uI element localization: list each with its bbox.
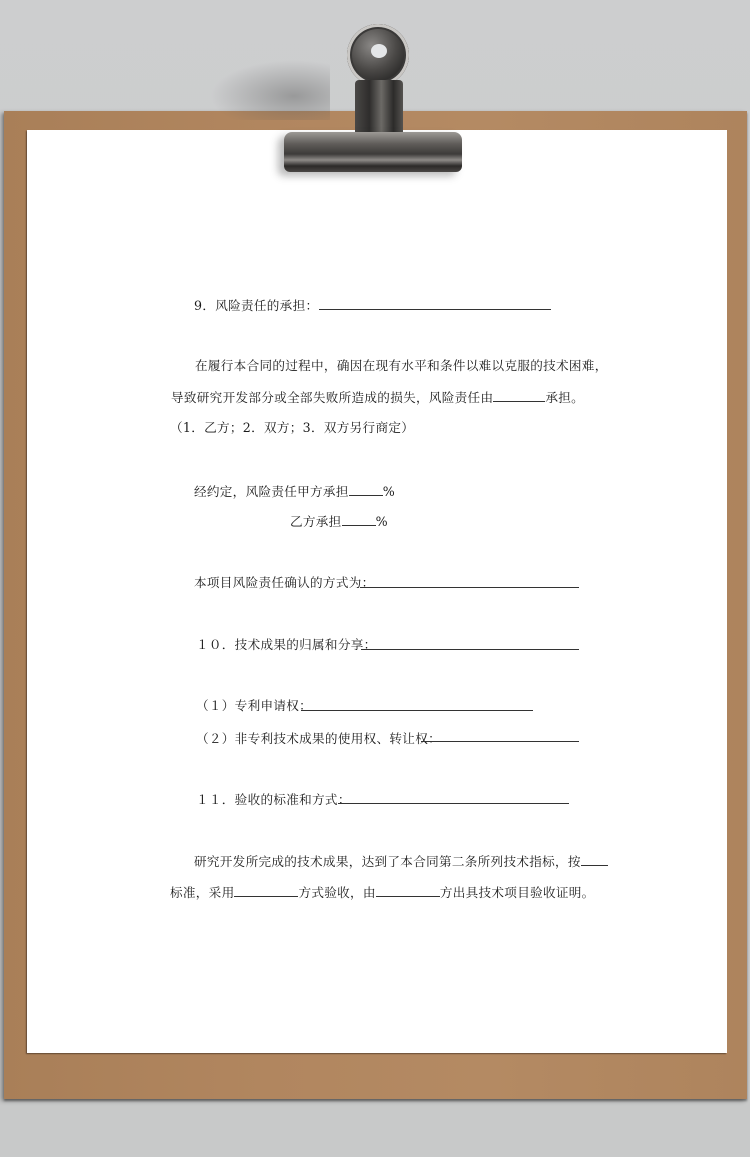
section-11-para-line-1 xyxy=(194,853,608,870)
risk-share-party-b xyxy=(290,513,388,530)
section-11-para-line-2 xyxy=(170,884,595,901)
section-9-para-line-2-text: 导致研究开发部分或全部失败所造成的损失，风险责任由 xyxy=(171,390,494,405)
acceptance-method-blank[interactable] xyxy=(234,884,298,897)
standard-blank[interactable] xyxy=(581,853,608,866)
section-11-blank[interactable] xyxy=(338,803,569,804)
risk-party-blank[interactable] xyxy=(493,389,545,402)
section-11-para-line-2-b: 方式验收，由 xyxy=(298,885,376,900)
section-10-heading: １０．技术成果的归属和分享： xyxy=(196,637,377,652)
section-11-para-line-2-c: 方出具技术项目验收证明。 xyxy=(439,885,595,900)
section-9-blank[interactable] xyxy=(319,309,551,310)
section-9-para-line-1: 在履行本合同的过程中，确因在现有水平和条件以难以克服的技术困难， xyxy=(195,358,608,373)
certifying-party-blank[interactable] xyxy=(376,884,440,897)
section-9-options: （1．乙方；2．双方；3．双方另行商定） xyxy=(170,420,415,435)
risk-share-party-a-label: 经约定，风险责任甲方承担 xyxy=(194,484,349,499)
percent-sign: % xyxy=(382,484,396,499)
section-9-para-line-2-suffix: 承担。 xyxy=(545,390,585,405)
section-11-para-line-2-a: 标准，采用 xyxy=(170,885,235,900)
section-9-heading-text: 9．风险责任的承担： xyxy=(194,298,319,313)
patent-application-right-blank[interactable] xyxy=(301,710,533,711)
clip-neck xyxy=(355,80,403,138)
clip-ring xyxy=(347,24,409,86)
risk-share-party-a xyxy=(194,483,395,500)
party-a-percent-blank[interactable] xyxy=(349,483,383,496)
section-11-para-line-1-text: 研究开发所完成的技术成果，达到了本合同第二条所列技术指标，按 xyxy=(194,854,581,869)
percent-sign: % xyxy=(375,514,388,529)
section-9-para-line-2 xyxy=(171,389,584,406)
risk-share-party-b-label: 乙方承担 xyxy=(290,514,342,529)
section-11-heading: １１．验收的标准和方式： xyxy=(196,792,351,807)
section-10-blank[interactable] xyxy=(361,649,579,650)
non-patent-rights: （２）非专利技术成果的使用权、转让权： xyxy=(196,731,441,746)
party-b-percent-blank[interactable] xyxy=(342,513,376,526)
patent-application-right: （１）专利申请权： xyxy=(196,698,313,713)
clip-bar xyxy=(284,132,462,172)
risk-confirm-method: 本项目风险责任确认的方式为： xyxy=(194,575,375,590)
risk-confirm-method-blank[interactable] xyxy=(360,587,579,588)
clip-hole xyxy=(371,44,387,58)
document-page xyxy=(27,130,727,1053)
non-patent-rights-blank[interactable] xyxy=(421,741,579,742)
section-9-heading xyxy=(194,298,318,314)
binder-clip-icon xyxy=(284,24,462,174)
